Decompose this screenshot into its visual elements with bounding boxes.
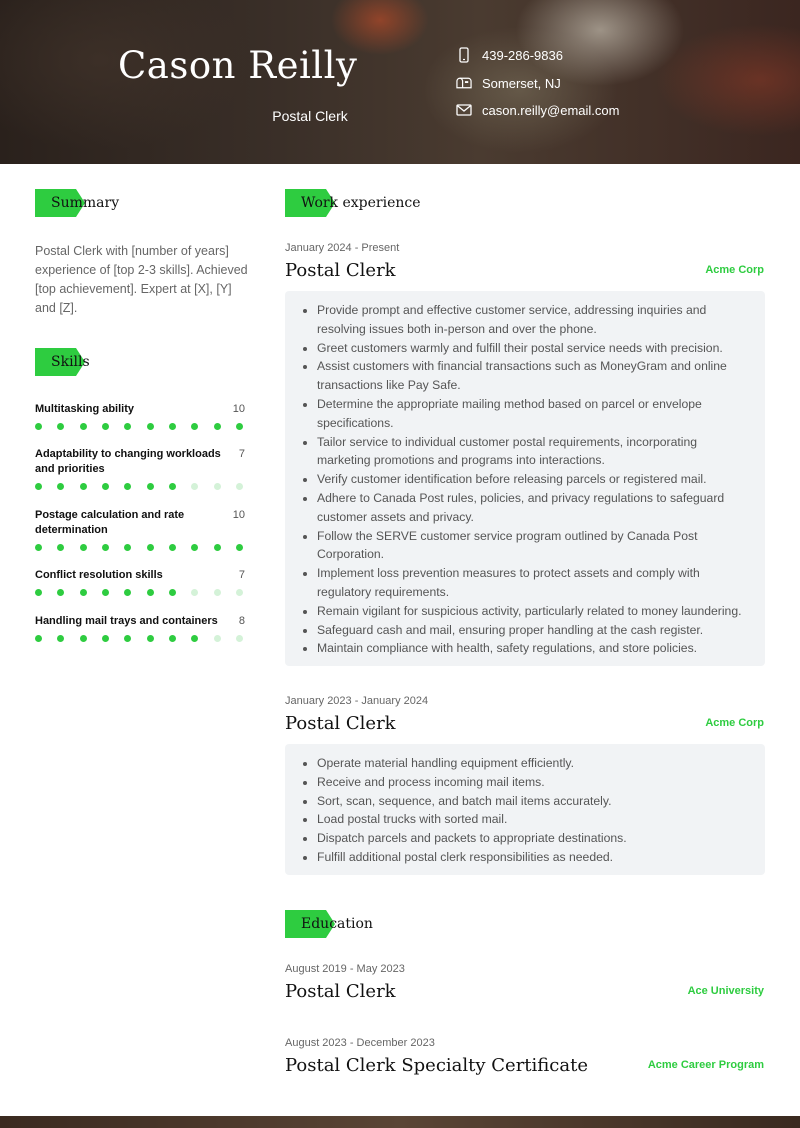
skill-item [35, 402, 245, 430]
mailbox-icon [456, 75, 472, 91]
skill-dots [35, 423, 243, 430]
skill-dot [102, 423, 109, 430]
skill-dot [80, 635, 87, 642]
skill-dot [236, 483, 243, 490]
skill-dot [102, 589, 109, 596]
summary-text: Postal Clerk with [number of years] experience of [top 2-3 skills]. Achieved [top achievement]. Expert at [X], [Y] and [Z]. [35, 244, 248, 315]
education-school: Ace University [687, 985, 764, 997]
work-heading [285, 189, 421, 217]
summary-heading [35, 189, 119, 217]
skill-dot [236, 589, 243, 596]
phone-icon [456, 47, 472, 63]
skill-dot [80, 589, 87, 596]
skill-dot [169, 635, 176, 642]
skill-dot [80, 483, 87, 490]
email-text[interactable]: cason.reilly@email.com [482, 102, 620, 118]
skill-dot [236, 423, 243, 430]
skill-dot [57, 483, 64, 490]
skill-item [35, 614, 245, 642]
skill-dot [214, 589, 221, 596]
education-date: August 2023 - December 2023 [285, 1037, 435, 1049]
envelope-icon [456, 102, 472, 118]
job-company: Acme Corp [705, 717, 764, 729]
skill-name: Postage calculation and rate determination [35, 509, 185, 536]
skill-dot [80, 423, 87, 430]
skill-dot [214, 423, 221, 430]
job-bullet: • Provide prompt and effective customer service, addressing inquiries and resolving issues both in-person and over the phone. [317, 301, 751, 339]
skill-dot [35, 589, 42, 596]
skill-dot [102, 483, 109, 490]
job-description [285, 291, 765, 666]
phone-text: 439-286-9836 [482, 47, 563, 63]
job-bullet: • Remain vigilant for suspicious activity, particularly related to money laundering. [317, 602, 751, 621]
job-bullet: • Greet customers warmly and fulfill their postal service needs with precision. [317, 339, 751, 358]
skill-dots [35, 635, 243, 642]
skill-dots [35, 483, 243, 490]
candidate-role: Postal Clerk [272, 108, 348, 124]
job-bullet: • Adhere to Canada Post rules, policies, and privacy regulations to safeguard customer assets and privacy. [317, 489, 751, 527]
footer-banner [0, 1116, 800, 1128]
job-date: January 2024 - Present [285, 242, 400, 254]
skills-heading [35, 348, 90, 376]
job-bullet: • Follow the SERVE customer service program outlined by Canada Post Corporation. [317, 527, 751, 565]
job-bullet: • Load postal trucks with sorted mail. [317, 810, 751, 829]
skill-dot [57, 589, 64, 596]
education-date: August 2019 - May 2023 [285, 963, 405, 975]
skill-dot [57, 423, 64, 430]
skill-dot [191, 423, 198, 430]
candidate-name: Cason Reilly [118, 44, 358, 87]
skill-dot [214, 544, 221, 551]
job-title: Postal Clerk [285, 713, 396, 734]
skill-dot [214, 483, 221, 490]
job-bullet: • Implement loss prevention measures to protect assets and comply with regulatory requirements. [317, 564, 751, 602]
skill-value: 7 [238, 448, 245, 460]
skill-value: 7 [238, 569, 245, 581]
job-bullet: • Verify customer identification before releasing parcels or registered mail. [317, 470, 751, 489]
skill-dot [102, 635, 109, 642]
job-date: January 2023 - January 2024 [285, 695, 429, 707]
skill-dot [147, 483, 154, 490]
skill-dot [191, 544, 198, 551]
skill-value: 10 [232, 509, 245, 521]
skill-name: Adaptability to changing workloads and priorities [35, 448, 221, 475]
skill-dot [57, 635, 64, 642]
skill-name: Handling mail trays and containers [35, 615, 218, 627]
skill-dot [102, 544, 109, 551]
skill-dots [35, 544, 243, 551]
job-bullet: • Maintain compliance with health, safety regulations, and store policies. [317, 639, 751, 658]
job-bullet: • Receive and process incoming mail items. [317, 773, 751, 792]
location-text: Somerset, NJ [482, 75, 561, 91]
skill-dots [35, 589, 243, 596]
job-bullet: • Tailor service to individual customer postal requirements, incorporating marketing promotions and programs into interactions. [317, 433, 751, 471]
skill-dot [214, 635, 221, 642]
contact-phone [456, 47, 563, 63]
skill-dot [35, 483, 42, 490]
skill-dot [236, 544, 243, 551]
skill-dot [147, 544, 154, 551]
work-heading-text: Work experience [301, 195, 421, 211]
skill-dot [124, 544, 131, 551]
education-school: Acme Career Program [647, 1059, 764, 1071]
job-bullet: • Assist customers with financial transactions such as MoneyGram and online transactions like Pay Safe. [317, 357, 751, 395]
skill-item [35, 447, 245, 490]
job-bullet: • Determine the appropriate mailing method based on parcel or envelope specifications. [317, 395, 751, 433]
skill-dot [35, 544, 42, 551]
job-bullet: • Sort, scan, sequence, and batch mail items accurately. [317, 792, 751, 811]
skill-item [35, 508, 245, 551]
job-bullet: • Dispatch parcels and packets to appropriate destinations. [317, 829, 751, 848]
skill-dot [124, 423, 131, 430]
education-heading [285, 910, 373, 938]
skill-dot [147, 589, 154, 596]
skill-dot [35, 635, 42, 642]
skill-dot [80, 544, 87, 551]
skill-dot [191, 483, 198, 490]
job-title: Postal Clerk [285, 260, 396, 281]
skill-dot [147, 423, 154, 430]
skills-heading-text: Skills [51, 354, 90, 370]
education-title: Postal Clerk Specialty Certificate [285, 1055, 588, 1076]
job-description [285, 744, 765, 875]
skill-dot [57, 544, 64, 551]
skill-item [35, 568, 245, 596]
contact-location [456, 75, 561, 91]
skill-dot [191, 589, 198, 596]
skill-dot [169, 483, 176, 490]
skill-dot [147, 635, 154, 642]
job-bullet: • Fulfill additional postal clerk responsibilities as needed. [317, 848, 751, 867]
summary-heading-text: Summary [51, 195, 120, 211]
job-bullets [299, 301, 751, 658]
skill-name: Multitasking ability [35, 403, 135, 415]
header-banner [0, 0, 800, 164]
job-bullet: • Operate material handling equipment efficiently. [317, 754, 751, 773]
skill-dot [124, 635, 131, 642]
skill-name: Conflict resolution skills [35, 569, 163, 581]
skill-dot [35, 423, 42, 430]
skill-value: 10 [232, 403, 245, 415]
skill-value: 8 [238, 615, 245, 627]
job-bullets [299, 754, 751, 867]
job-company: Acme Corp [705, 264, 764, 276]
job-bullet: • Safeguard cash and mail, ensuring proper handling at the cash register. [317, 621, 751, 640]
skill-dot [169, 589, 176, 596]
skill-dot [236, 635, 243, 642]
skill-dot [169, 544, 176, 551]
education-title: Postal Clerk [285, 981, 396, 1002]
skill-dot [191, 635, 198, 642]
education-heading-text: Education [301, 916, 373, 932]
skill-dot [124, 483, 131, 490]
skill-dot [124, 589, 131, 596]
contact-email[interactable] [456, 102, 619, 118]
skill-dot [169, 423, 176, 430]
